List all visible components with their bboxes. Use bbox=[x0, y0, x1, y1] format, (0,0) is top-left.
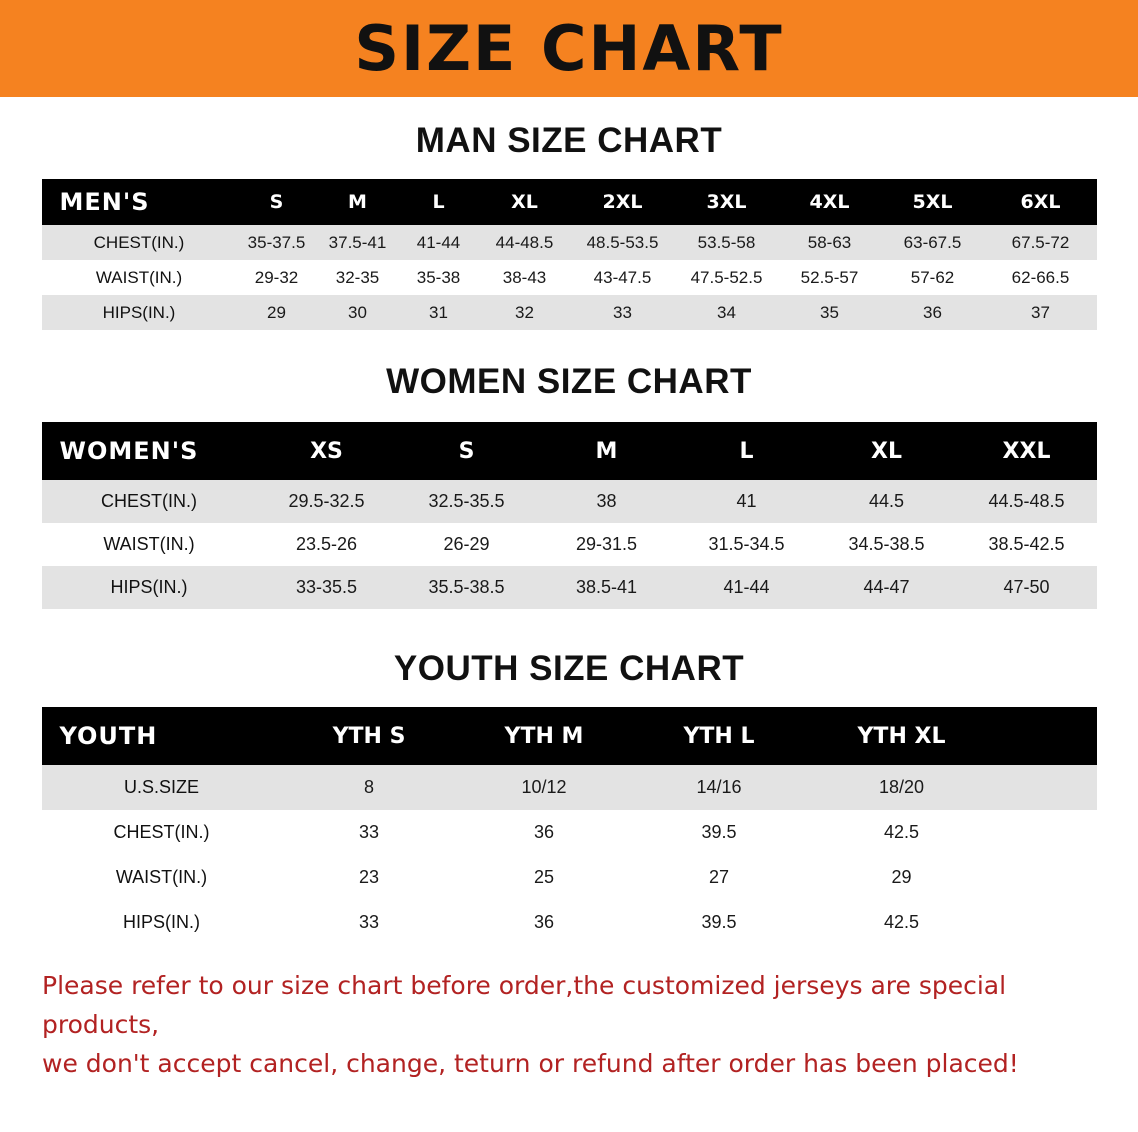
man-col-8: 6XL bbox=[985, 179, 1097, 225]
man-chest-m: 37.5-41 bbox=[317, 225, 399, 260]
man-col-0: S bbox=[237, 179, 317, 225]
man-col-4: 2XL bbox=[571, 179, 675, 225]
youth-ussize-m: 10/12 bbox=[457, 765, 632, 810]
youth-waist-l: 27 bbox=[632, 855, 807, 900]
man-row-label-chest: CHEST(IN.) bbox=[42, 225, 237, 260]
women-col-2: M bbox=[537, 422, 677, 480]
youth-row-head: YOUTH bbox=[42, 707, 282, 765]
man-section-title: MAN SIZE CHART bbox=[415, 121, 723, 160]
youth-row-label-ussize: U.S.SIZE bbox=[42, 765, 282, 810]
women-waist-l: 31.5-34.5 bbox=[677, 523, 817, 566]
youth-waist-xl: 29 bbox=[807, 855, 997, 900]
women-hips-xxl: 47-50 bbox=[957, 566, 1097, 609]
women-chest-l: 41 bbox=[677, 480, 817, 523]
table-header-row bbox=[42, 179, 1097, 225]
youth-hips-s: 33 bbox=[282, 900, 457, 945]
man-hips-s: 29 bbox=[237, 295, 317, 330]
man-hips-3xl: 34 bbox=[675, 295, 779, 330]
man-waist-2xl: 43-47.5 bbox=[571, 260, 675, 295]
table-row bbox=[42, 855, 1097, 900]
youth-row-label-chest: CHEST(IN.) bbox=[42, 810, 282, 855]
women-waist-s: 26-29 bbox=[397, 523, 537, 566]
women-row-label-waist: WAIST(IN.) bbox=[42, 523, 257, 566]
man-chest-2xl: 48.5-53.5 bbox=[571, 225, 675, 260]
women-col-1: S bbox=[397, 422, 537, 480]
women-row-head: WOMEN'S bbox=[42, 422, 257, 480]
man-row-head: MEN'S bbox=[42, 179, 237, 225]
youth-hips-spacer bbox=[997, 900, 1097, 945]
youth-chest-spacer bbox=[997, 810, 1097, 855]
youth-ussize-l: 14/16 bbox=[632, 765, 807, 810]
women-waist-xs: 23.5-26 bbox=[257, 523, 397, 566]
women-waist-m: 29-31.5 bbox=[537, 523, 677, 566]
women-row-label-hips: HIPS(IN.) bbox=[42, 566, 257, 609]
youth-size-table bbox=[42, 707, 1097, 945]
youth-waist-m: 25 bbox=[457, 855, 632, 900]
man-waist-l: 35-38 bbox=[399, 260, 479, 295]
youth-row-label-hips: HIPS(IN.) bbox=[42, 900, 282, 945]
women-col-4: XL bbox=[817, 422, 957, 480]
man-row-label-hips: HIPS(IN.) bbox=[42, 295, 237, 330]
table-row bbox=[42, 900, 1097, 945]
youth-ussize-spacer bbox=[997, 765, 1097, 810]
youth-hips-m: 36 bbox=[457, 900, 632, 945]
man-chest-xl: 44-48.5 bbox=[479, 225, 571, 260]
man-waist-5xl: 57-62 bbox=[881, 260, 985, 295]
women-table-wrap bbox=[0, 402, 1138, 609]
table-row bbox=[42, 523, 1097, 566]
policy-note-line-1: Please refer to our size chart before order,the customized jerseys are special products, bbox=[42, 971, 1007, 1039]
table-row bbox=[42, 566, 1097, 609]
man-hips-xl: 32 bbox=[479, 295, 571, 330]
youth-col-2: YTH L bbox=[632, 707, 807, 765]
man-col-2: L bbox=[399, 179, 479, 225]
youth-hips-xl: 42.5 bbox=[807, 900, 997, 945]
man-hips-l: 31 bbox=[399, 295, 479, 330]
women-waist-xxl: 38.5-42.5 bbox=[957, 523, 1097, 566]
man-chest-6xl: 67.5-72 bbox=[985, 225, 1097, 260]
table-row bbox=[42, 295, 1097, 330]
youth-col-spacer bbox=[997, 707, 1097, 765]
women-chest-xl: 44.5 bbox=[817, 480, 957, 523]
youth-table-wrap bbox=[0, 689, 1138, 945]
women-chest-xs: 29.5-32.5 bbox=[257, 480, 397, 523]
youth-ussize-s: 8 bbox=[282, 765, 457, 810]
page-banner bbox=[0, 0, 1138, 97]
man-col-3: XL bbox=[479, 179, 571, 225]
man-hips-m: 30 bbox=[317, 295, 399, 330]
man-col-6: 4XL bbox=[779, 179, 881, 225]
table-header-row bbox=[42, 422, 1097, 480]
youth-hips-l: 39.5 bbox=[632, 900, 807, 945]
man-waist-s: 29-32 bbox=[237, 260, 317, 295]
women-hips-m: 38.5-41 bbox=[537, 566, 677, 609]
women-waist-xl: 34.5-38.5 bbox=[817, 523, 957, 566]
youth-ussize-xl: 18/20 bbox=[807, 765, 997, 810]
table-row bbox=[42, 810, 1097, 855]
man-waist-3xl: 47.5-52.5 bbox=[675, 260, 779, 295]
table-header-row bbox=[42, 707, 1097, 765]
youth-waist-s: 23 bbox=[282, 855, 457, 900]
youth-chest-l: 39.5 bbox=[632, 810, 807, 855]
youth-chest-s: 33 bbox=[282, 810, 457, 855]
man-hips-2xl: 33 bbox=[571, 295, 675, 330]
man-waist-4xl: 52.5-57 bbox=[779, 260, 881, 295]
women-hips-l: 41-44 bbox=[677, 566, 817, 609]
youth-col-1: YTH M bbox=[457, 707, 632, 765]
man-col-1: M bbox=[317, 179, 399, 225]
youth-waist-spacer bbox=[997, 855, 1097, 900]
youth-chest-m: 36 bbox=[457, 810, 632, 855]
women-size-table bbox=[42, 422, 1097, 609]
man-waist-xl: 38-43 bbox=[479, 260, 571, 295]
man-chest-l: 41-44 bbox=[399, 225, 479, 260]
women-section-title: WOMEN SIZE CHART bbox=[386, 362, 752, 401]
man-table-wrap bbox=[0, 161, 1138, 330]
page-title: SIZE CHART bbox=[354, 11, 784, 85]
table-row bbox=[42, 765, 1097, 810]
man-chest-s: 35-37.5 bbox=[237, 225, 317, 260]
man-hips-4xl: 35 bbox=[779, 295, 881, 330]
youth-col-3: YTH XL bbox=[807, 707, 997, 765]
youth-chest-xl: 42.5 bbox=[807, 810, 997, 855]
women-chest-m: 38 bbox=[537, 480, 677, 523]
women-row-label-chest: CHEST(IN.) bbox=[42, 480, 257, 523]
women-col-3: L bbox=[677, 422, 817, 480]
man-col-7: 5XL bbox=[881, 179, 985, 225]
women-chest-s: 32.5-35.5 bbox=[397, 480, 537, 523]
women-hips-xl: 44-47 bbox=[817, 566, 957, 609]
women-col-5: XXL bbox=[957, 422, 1097, 480]
table-row bbox=[42, 225, 1097, 260]
policy-note-line-2: we don't accept cancel, change, teturn or refund after order has been placed! bbox=[42, 1048, 1019, 1078]
youth-row-label-waist: WAIST(IN.) bbox=[42, 855, 282, 900]
women-chest-xxl: 44.5-48.5 bbox=[957, 480, 1097, 523]
man-waist-m: 32-35 bbox=[317, 260, 399, 295]
women-hips-xs: 33-35.5 bbox=[257, 566, 397, 609]
women-col-0: XS bbox=[257, 422, 397, 480]
man-hips-6xl: 37 bbox=[985, 295, 1097, 330]
man-chest-4xl: 58-63 bbox=[779, 225, 881, 260]
table-row bbox=[42, 480, 1097, 523]
man-col-5: 3XL bbox=[675, 179, 779, 225]
policy-note bbox=[42, 967, 1110, 1083]
man-size-table bbox=[42, 179, 1097, 330]
man-chest-3xl: 53.5-58 bbox=[675, 225, 779, 260]
women-hips-s: 35.5-38.5 bbox=[397, 566, 537, 609]
youth-col-0: YTH S bbox=[282, 707, 457, 765]
table-row bbox=[42, 260, 1097, 295]
man-chest-5xl: 63-67.5 bbox=[881, 225, 985, 260]
man-waist-6xl: 62-66.5 bbox=[985, 260, 1097, 295]
man-hips-5xl: 36 bbox=[881, 295, 985, 330]
youth-section-title: YOUTH SIZE CHART bbox=[393, 649, 745, 688]
man-row-label-waist: WAIST(IN.) bbox=[42, 260, 237, 295]
